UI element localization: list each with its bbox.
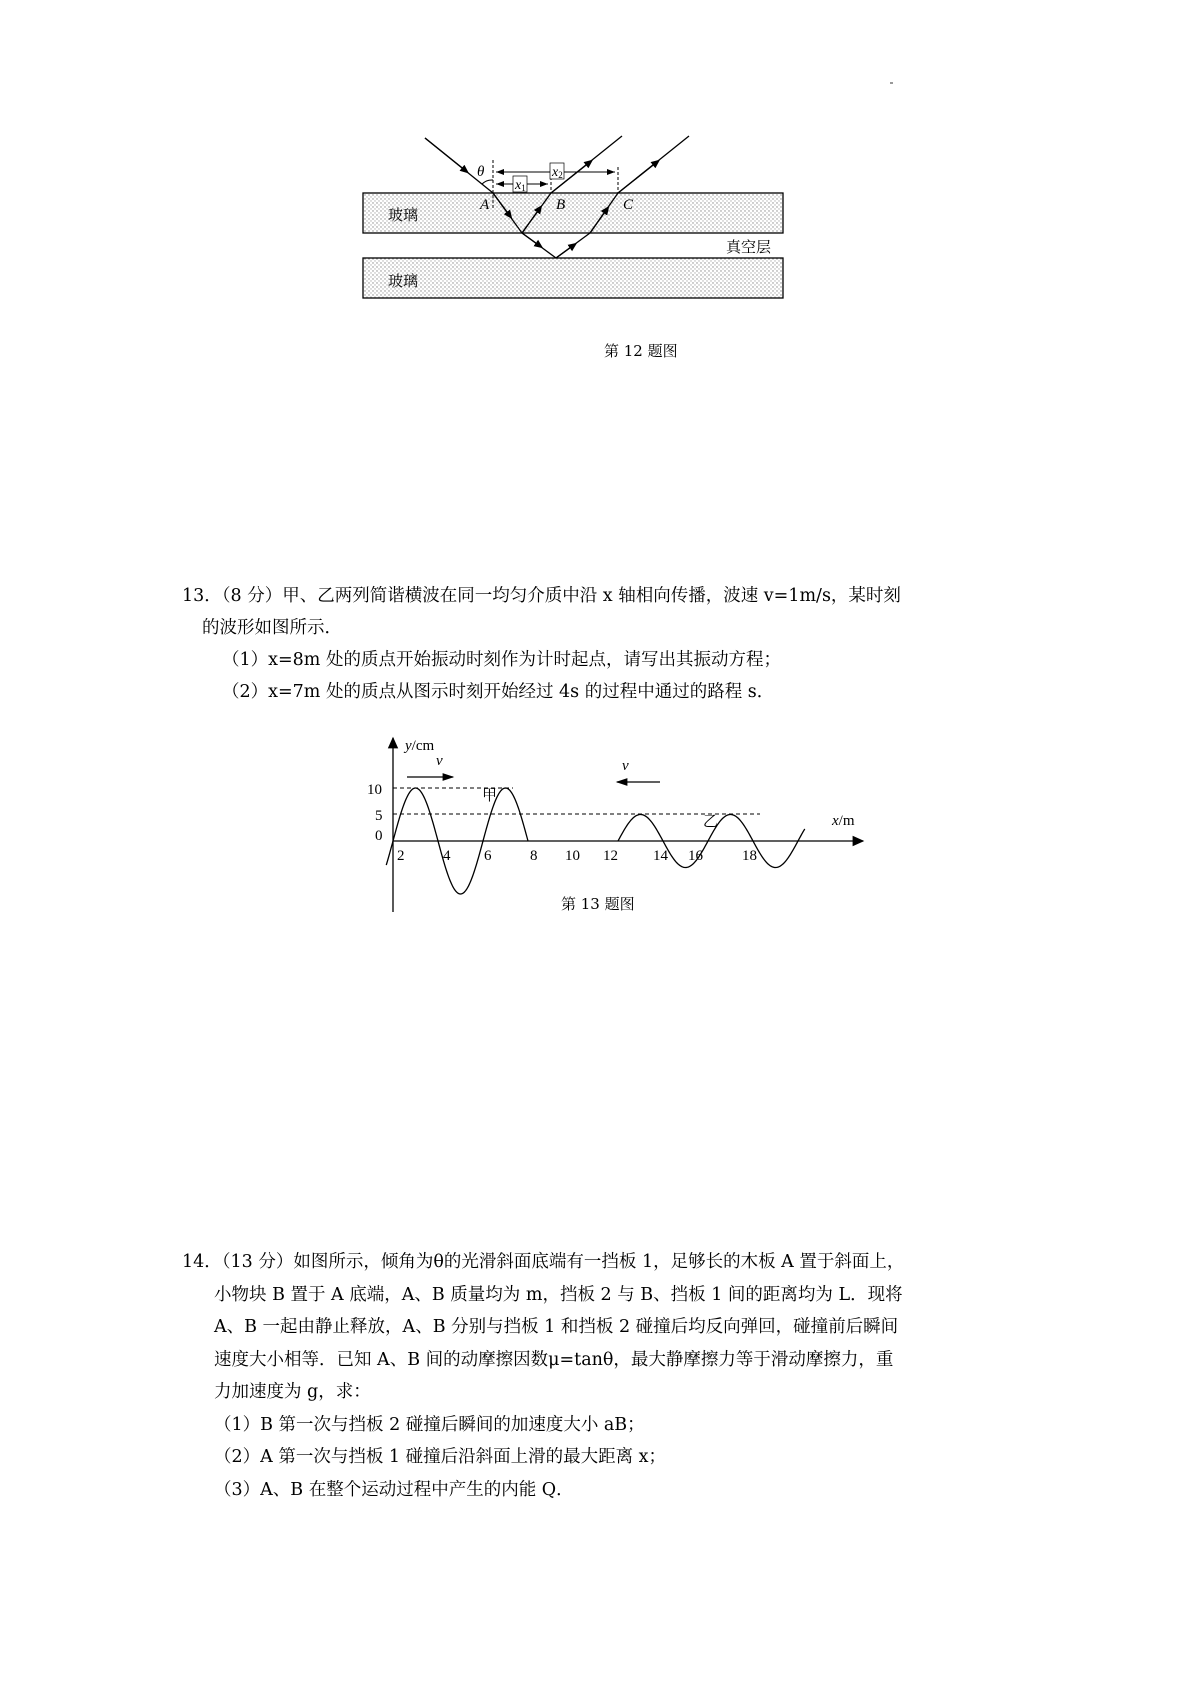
q13-line-1: 13．（8 分）甲、乙两列简谐横波在同一均匀介质中沿 x 轴相向传播，波速 v=1m/s，某时刻 <box>182 586 901 606</box>
xtick-12: 12 <box>603 848 618 864</box>
q13-part-1: （1）x=8m 处的质点开始振动时刻作为计时起点，请写出其振动方程； <box>222 650 781 670</box>
y-axis-label: y/cm <box>405 738 435 754</box>
figure-13-caption: 第 13 题图 <box>561 895 635 913</box>
q14-part-1: （1）B 第一次与挡板 2 碰撞后瞬间的加速度大小 aB； <box>214 1414 645 1435</box>
point-c-label: C <box>623 197 634 213</box>
figure-12 <box>360 130 840 335</box>
x1-label: x1 <box>515 178 526 193</box>
question-14 <box>182 1246 1042 1506</box>
glass-label-top: 玻璃 <box>388 208 419 224</box>
velocity-label-right: v <box>622 758 629 774</box>
q14-line-3: A、B 一起由静止释放，A、B 分别与挡板 1 和挡板 2 碰撞后均反向弹回，碰撞前后瞬间 <box>214 1317 899 1337</box>
point-b-label: B <box>556 197 566 213</box>
xtick-6: 6 <box>484 848 492 864</box>
wave-yi-label: 乙 <box>703 814 719 830</box>
xtick-4: 4 <box>443 848 451 864</box>
glass-label-bottom: 玻璃 <box>388 274 419 290</box>
glass-slab-top <box>363 193 783 233</box>
point-a-label: A <box>480 197 490 213</box>
q14-line-4: 速度大小相等．已知 A、B 间的动摩擦因数μ=tanθ，最大静摩擦力等于滑动摩擦力，重 <box>214 1349 894 1370</box>
ytick-5: 5 <box>375 808 383 824</box>
theta-label: θ <box>477 164 485 180</box>
xtick-8: 8 <box>530 848 538 864</box>
q13-line-2: 的波形如图所示． <box>202 618 342 638</box>
x2-label: x2 <box>552 165 563 180</box>
q14-line-2: 小物块 B 置于 A 底端，A、B 质量均为 m，挡板 2 与 B、挡板 1 间的距离均为 L．现将 <box>214 1284 903 1305</box>
xtick-14: 14 <box>653 848 668 864</box>
vacuum-label: 真空层 <box>726 240 772 256</box>
xtick-16: 16 <box>688 848 703 864</box>
xtick-2: 2 <box>397 848 405 864</box>
wave-jia-label: 甲 <box>482 788 498 804</box>
figure-13-waveform <box>365 730 875 920</box>
q14-part-3: （3）A、B 在整个运动过程中产生的内能 Q． <box>214 1479 574 1500</box>
q14-line-5: 力加速度为 g，求： <box>214 1382 371 1402</box>
q13-part-2: （2）x=7m 处的质点从图示时刻开始经过 4s 的过程中通过的路程 s． <box>222 682 775 702</box>
ytick-0: 0 <box>375 828 383 844</box>
question-13 <box>182 580 1042 708</box>
theta-arc <box>482 180 493 184</box>
q14-part-2: （2）A 第一次与挡板 1 碰撞后沿斜面上滑的最大距离 x； <box>214 1447 667 1467</box>
velocity-label-left: v <box>436 753 443 769</box>
q14-line-1: 14．（13 分）如图所示，倾角为θ的光滑斜面底端有一挡板 1，足够长的木板 A 置于斜面上， <box>182 1252 905 1272</box>
xtick-10: 10 <box>565 848 580 864</box>
ytick-10: 10 <box>367 782 382 798</box>
x-axis-label: x/m <box>832 813 855 829</box>
figure-12-caption: 第 12 题图 <box>604 342 678 360</box>
xtick-18: 18 <box>742 848 757 864</box>
glass-slab-bottom <box>363 258 783 298</box>
page-speck <box>890 82 893 84</box>
